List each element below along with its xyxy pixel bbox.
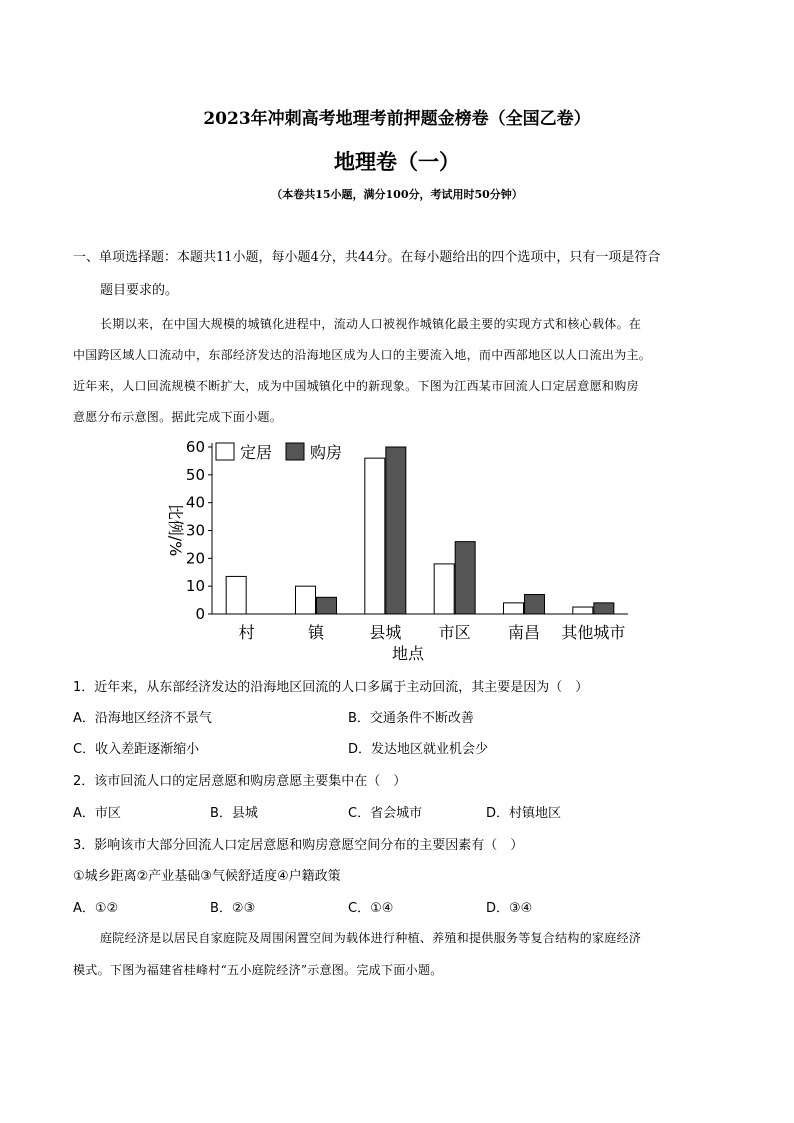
bar-settle [504, 603, 524, 614]
bar-purchase [594, 603, 614, 614]
section-heading-line1: 一、单项选择题：本题共11小题，每小题4分，共44分。在每小题给出的四个选项中，只有一项是符合 [73, 250, 661, 265]
x-tick-label: 南昌 [507, 623, 541, 642]
question-2-option-c[interactable]: C．省会城市 [348, 806, 423, 821]
question-3-factors: ①城乡距离②产业基础③气候舒适度④户籍政策 [73, 869, 341, 884]
legend-label: 定居 [240, 443, 273, 462]
question-1-option-d[interactable]: D．发达地区就业机会少 [348, 742, 489, 757]
bar-purchase [455, 542, 475, 614]
x-tick-label: 村 [238, 623, 255, 642]
question-2-option-b[interactable]: B．县城 [210, 806, 258, 821]
x-tick-label: 市区 [438, 623, 471, 642]
y-tick-label: 10 [185, 577, 205, 596]
x-tick-label: 其他城市 [561, 623, 626, 642]
passage1-line2: 中国跨区域人口流动中，东部经济发达的沿海地区成为人口的主要流入地，而中西部地区以人口流出为主。 [73, 348, 652, 362]
return-population-bar-chart [150, 432, 650, 664]
passage1-line1: 长期以来，在中国大规模的城镇化进程中，流动人口被视作城镇化最主要的实现方式和核心载体。在 [100, 317, 642, 331]
passage2-line1: 庭院经济是以居民自家庭院及周围闲置空间为载体进行种植、养殖和提供服务等复合结构的家庭经济 [100, 931, 642, 945]
question-1-option-a[interactable]: A．沿海地区经济不景气 [73, 711, 212, 726]
bar-purchase [525, 595, 545, 614]
bar-settle [434, 564, 454, 614]
question-1-option-c[interactable]: C．收入差距逐渐缩小 [73, 742, 200, 757]
question-1-stem: 1．近年来，从东部经济发达的沿海地区回流的人口多属于主动回流，其主要是因为（ ） [73, 680, 589, 695]
paper-subtitle: 地理卷（一） [334, 150, 460, 174]
x-tick-label: 镇 [307, 623, 325, 642]
question-2-option-a[interactable]: A．市区 [73, 806, 121, 821]
passage1-line4: 意愿分布示意图。据此完成下面小题。 [73, 410, 283, 424]
section-heading-line2: 题目要求的。 [100, 283, 179, 298]
x-tick-label: 县城 [369, 623, 402, 642]
question-3-stem: 3．影响该市大部分回流人口定居意愿和购房意愿空间分布的主要因素有（ ） [73, 838, 524, 853]
question-3-option-a[interactable]: A．①② [73, 901, 119, 916]
bar-settle [296, 586, 316, 614]
question-2-stem: 2．该市回流人口的定居意愿和购房意愿主要集中在（ ） [73, 774, 407, 789]
bar-settle [573, 607, 593, 614]
bar-settle [365, 458, 385, 614]
question-2-option-d[interactable]: D．村镇地区 [486, 806, 562, 821]
y-tick-label: 60 [185, 438, 205, 456]
passage1-line3: 近年来，人口回流规模不断扩大，成为中国城镇化中的新现象。下图为江西某市回流人口定居意愿和购房 [73, 379, 639, 393]
legend-label: 购房 [310, 443, 343, 462]
passage2-line2: 模式。下图为福建省桂峰村“五小庭院经济”示意图。完成下面小题。 [73, 963, 443, 977]
x-axis-label: 地点 [391, 644, 425, 663]
question-1-option-b[interactable]: B．交通条件不断改善 [348, 711, 474, 726]
y-axis-label: 比例/% [166, 503, 185, 557]
exam-note: （本卷共15小题，满分100分，考试用时50分钟） [271, 188, 523, 201]
bar-purchase [317, 597, 337, 614]
question-3-option-d[interactable]: D．③④ [486, 901, 533, 916]
y-tick-label: 30 [185, 521, 205, 540]
exam-title: 2023年冲刺高考地理考前押题金榜卷（全国乙卷） [203, 109, 591, 129]
y-tick-label: 20 [185, 549, 205, 568]
question-3-option-c[interactable]: C．①④ [348, 901, 394, 916]
bar-settle [226, 576, 246, 614]
y-tick-label: 40 [185, 493, 205, 512]
y-tick-label: 0 [195, 605, 205, 623]
question-3-option-b[interactable]: B．②③ [210, 901, 256, 916]
legend-swatch [216, 443, 234, 460]
bar-purchase [386, 447, 406, 614]
legend-swatch [286, 443, 304, 460]
y-tick-label: 50 [185, 465, 205, 484]
